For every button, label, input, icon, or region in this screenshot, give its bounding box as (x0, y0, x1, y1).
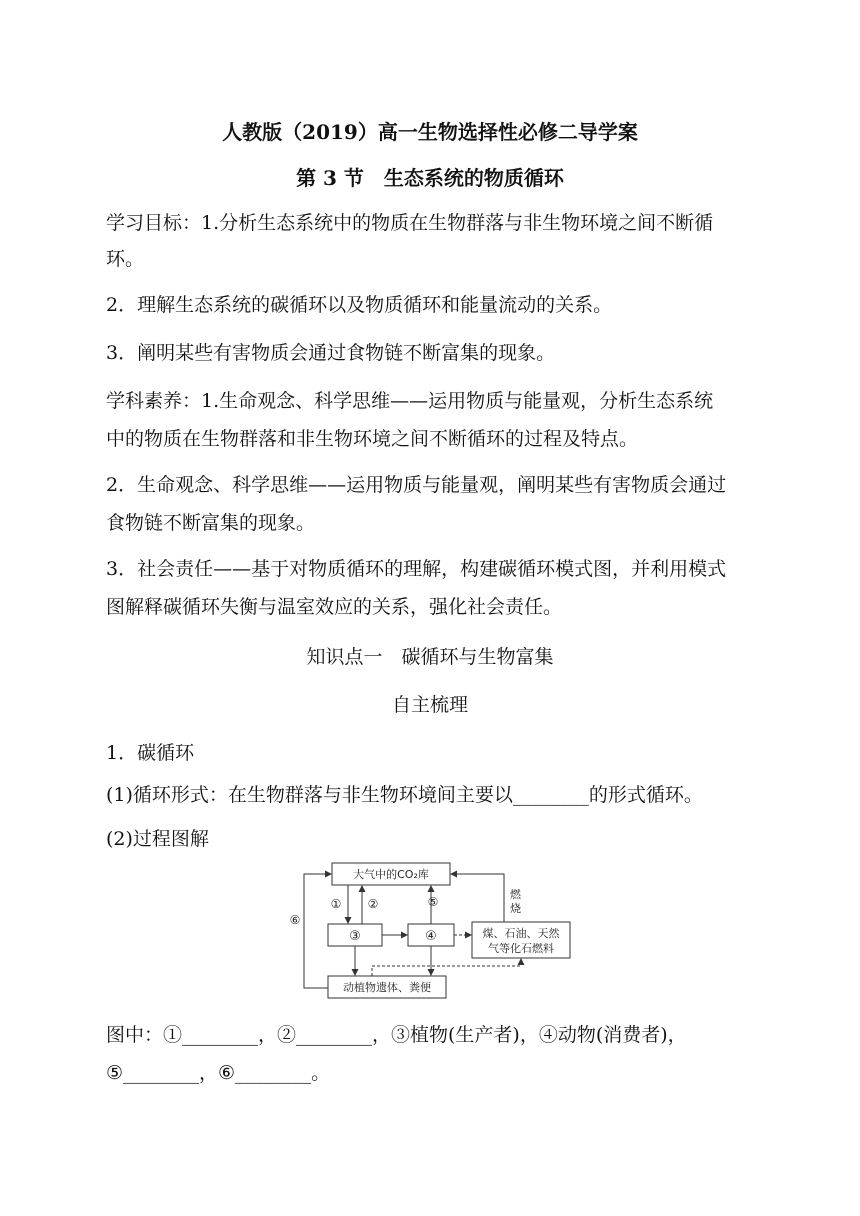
literacy-line: 学科素养：1.生命观念、科学思维——运用物质与能量观，分析生态系统 (106, 390, 714, 412)
literacy-line: 食物链不断富集的现象。 (106, 512, 316, 534)
literacy-line: 图解释碳循环失衡与温室效应的关系，强化社会责任。 (106, 596, 563, 618)
item-heading: 1．碳循环 (106, 742, 195, 764)
carbon-cycle-diagram (290, 858, 572, 1000)
knowledge-heading: 知识点一 碳循环与生物富集 (306, 646, 554, 668)
objectives-line: 环。 (106, 248, 145, 270)
literacy-line: 2．生命观念、科学思维——运用物质与能量观，阐明某些有害物质会通过 (106, 474, 727, 496)
item-text: (2)过程图解 (106, 828, 209, 850)
answer-line: ⑤________，⑥________。 (106, 1062, 331, 1084)
document-title: 人教版（2019）高一生物选择性必修二导学案 (222, 120, 638, 144)
arrow-6-label: ⑥ (290, 913, 301, 927)
arrow-5-label: ⑤ (427, 895, 439, 909)
arrow-1-label: ① (330, 897, 342, 911)
burning-label: 燃 (510, 888, 521, 901)
arrow-2-label: ② (367, 897, 379, 911)
answer-line: 图中：①________，②________，③植物(生产者)，④动物(消费者)， (106, 1024, 687, 1046)
remains-label: 动植物遗体、粪便 (343, 981, 431, 994)
fossil-fuel-label: 煤、石油、天然 (482, 927, 560, 940)
animal-label: ④ (425, 929, 437, 944)
objectives-line: 2．理解生态系统的碳循环以及物质循环和能量流动的关系。 (106, 294, 613, 316)
item-text: (1)循环形式：在生物群落与非生物环境间主要以________的形式循环。 (106, 784, 703, 806)
objectives-line: 3．阐明某些有害物质会通过食物链不断富集的现象。 (106, 342, 556, 364)
plant-label: ③ (349, 929, 361, 944)
knowledge-subheading: 自主梳理 (391, 694, 468, 716)
literacy-line: 中的物质在生物群落和非生物环境之间不断循环的过程及特点。 (106, 428, 639, 450)
objectives-line: 学习目标：1.分析生态系统中的物质在生物群落与非生物环境之间不断循 (106, 212, 714, 234)
fossil-fuel-label: 气等化石燃料 (488, 942, 554, 955)
burning-label: 烧 (510, 902, 521, 915)
section-title: 第 3 节 生态系统的物质循环 (296, 166, 564, 190)
atmosphere-label: 大气中的CO₂库 (353, 868, 429, 881)
literacy-line: 3．社会责任——基于对物质循环的理解，构建碳循环模式图，并利用模式 (106, 558, 727, 580)
